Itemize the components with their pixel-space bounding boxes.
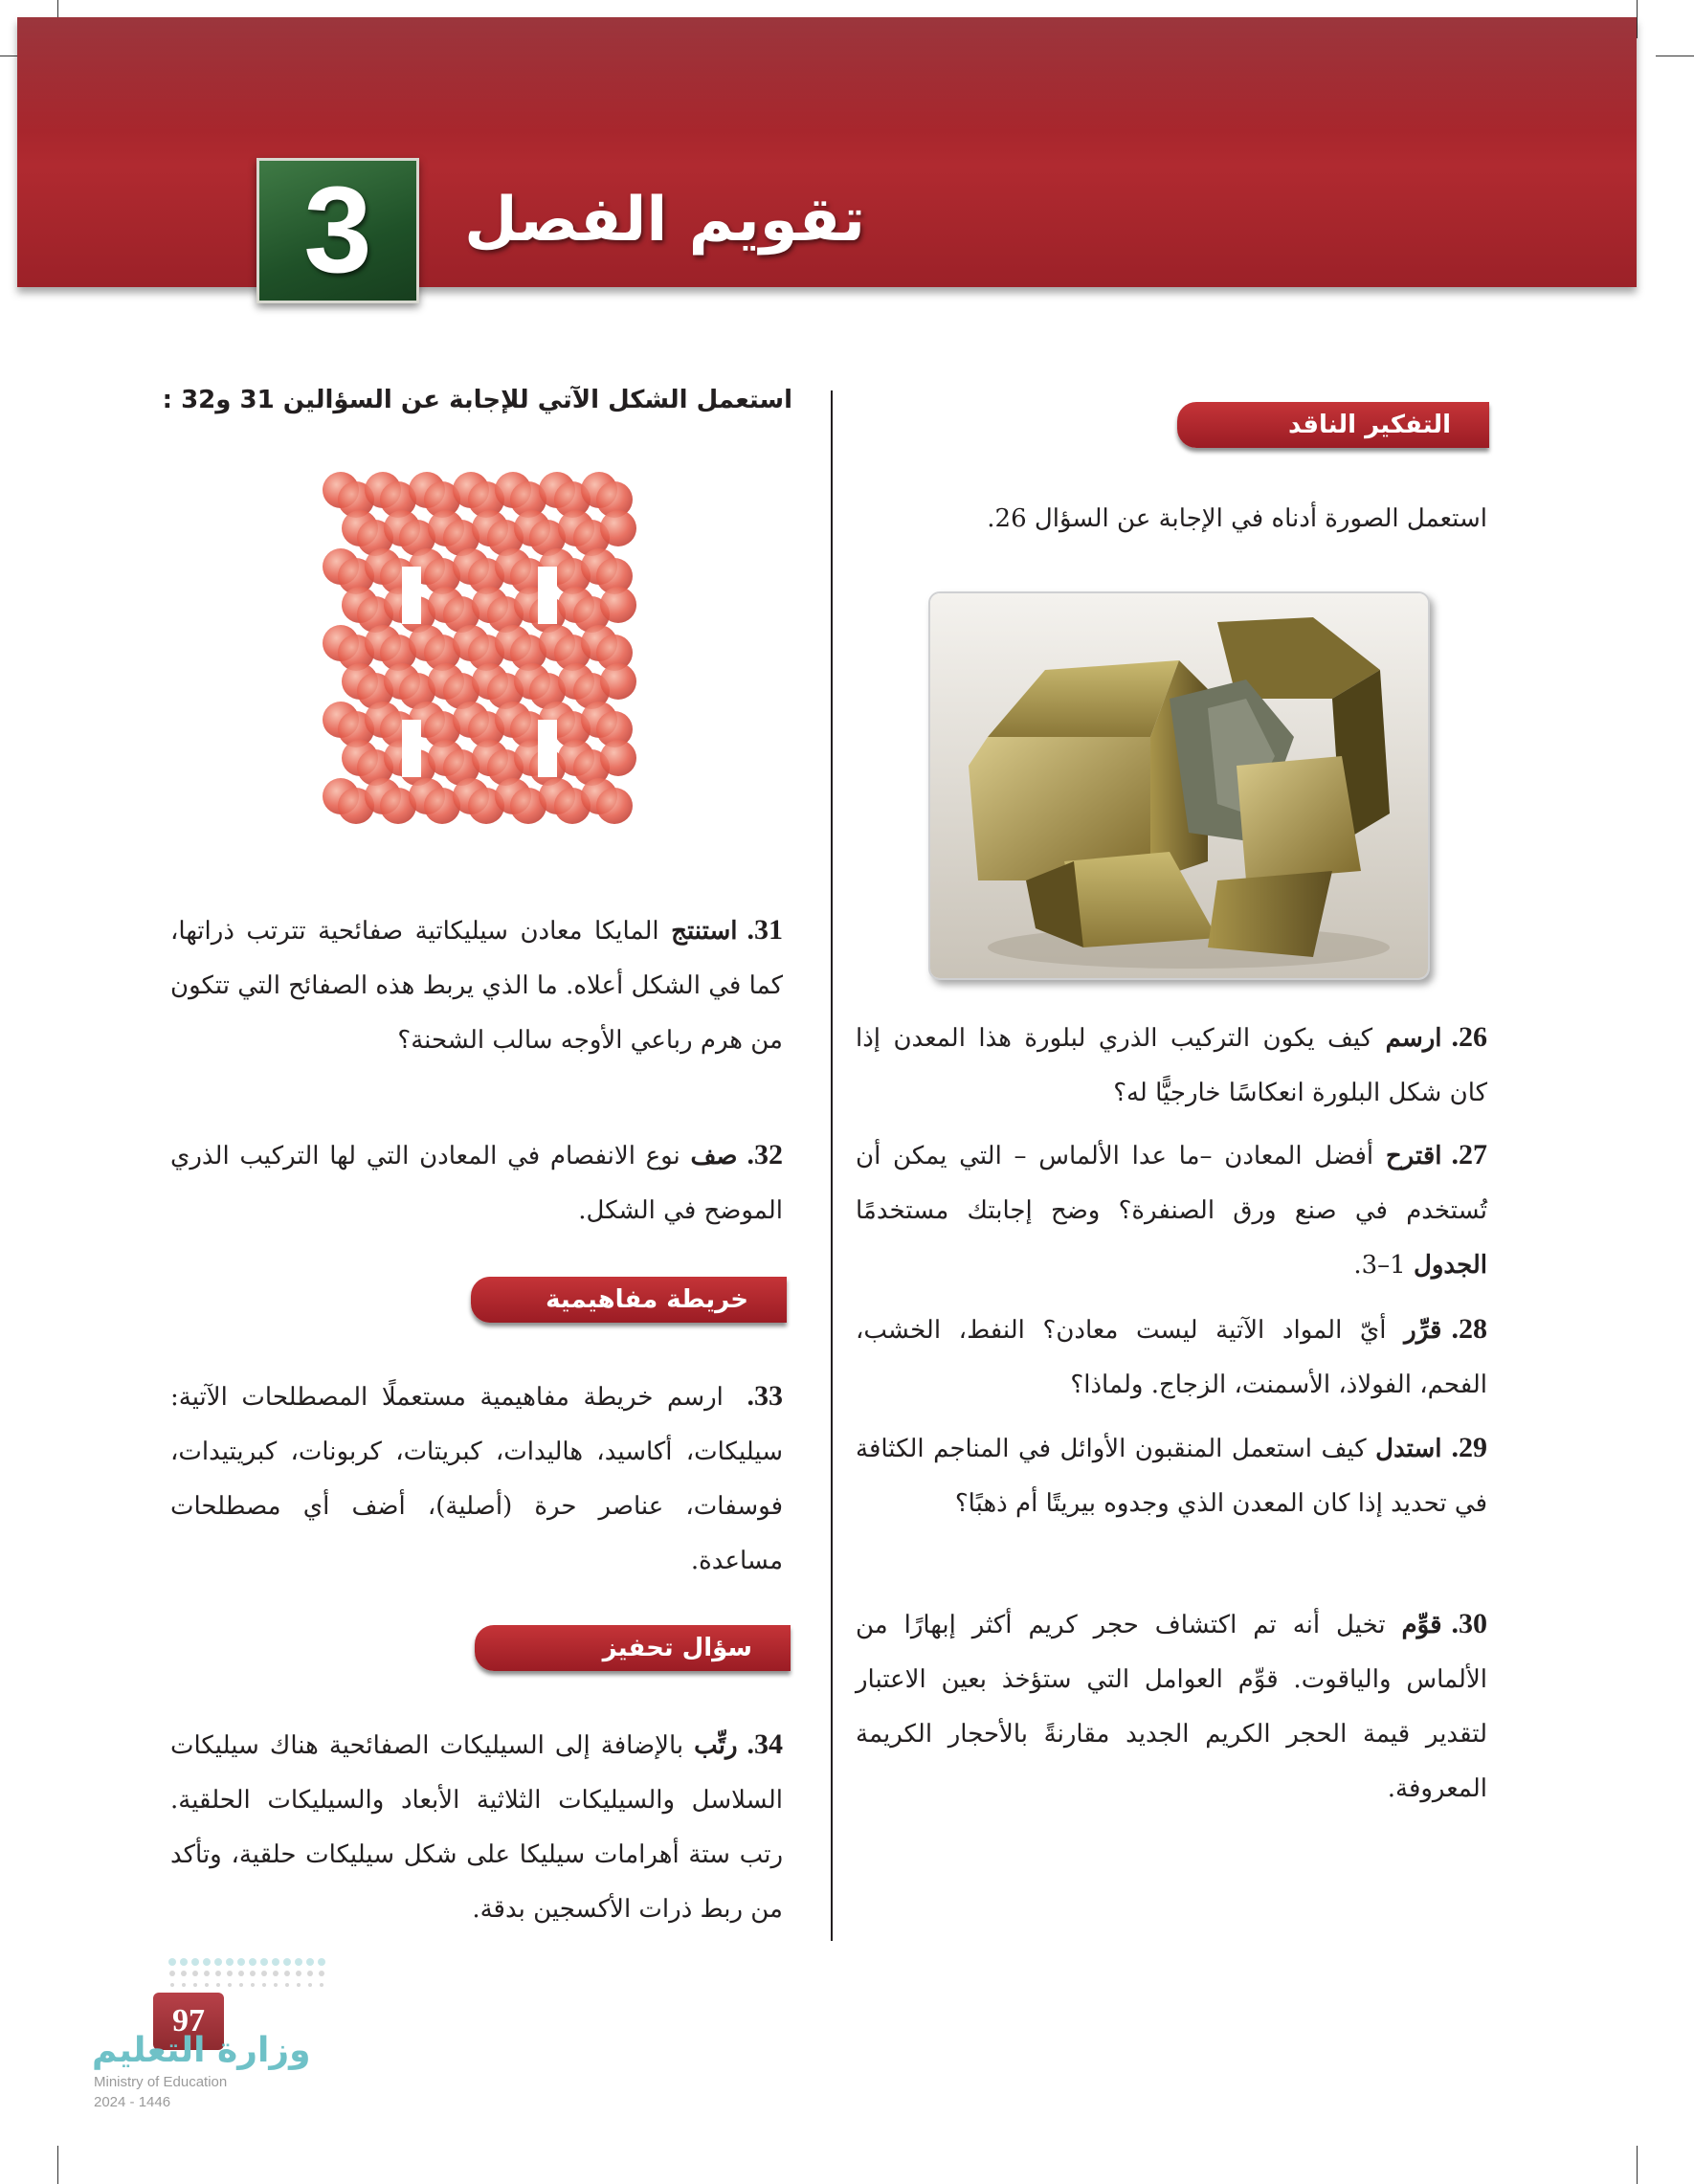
question-number: 32. [747, 1139, 783, 1170]
ministry-year: 2024 - 1446 [94, 2094, 171, 2110]
logo-dot [320, 1983, 323, 1987]
question-29 [856, 1420, 1487, 1531]
logo-dot [216, 1983, 220, 1987]
question-26 [856, 1010, 1487, 1121]
question-verb: قوِّم [1401, 1611, 1442, 1639]
question-number: 34. [747, 1728, 783, 1760]
section-title: التفكير الناقد [1287, 411, 1451, 439]
logo-dot [214, 1958, 222, 1966]
chapter-title: تقويم الفصل [464, 185, 865, 256]
crop-mark [1637, 2146, 1638, 2184]
page-number: 97 [153, 1993, 224, 2050]
question-31 [170, 903, 783, 1068]
question-text: بالإضافة إلى السيليكات الصفائحية هناك سيليكات السلاسل والسيليكات الثلاثية الأبعاد والسيليكات الحلقية. رتب ستة أهرامات سيليكا على شكل سيليكات حلقية، وتأكد من ربط ذرات الأكسجين بدقة. [170, 1731, 783, 1924]
logo-dot [308, 1983, 312, 1987]
mica-sheet-diagram [314, 461, 639, 835]
logo-dot [181, 1971, 187, 1976]
oxygen-atom [600, 663, 636, 700]
sheet-gap [538, 720, 557, 777]
figure-intro-left: استعمل الشكل الآتي للإجابة عن السؤالين 31 و32 : [162, 386, 792, 414]
ministry-name-english: Ministry of Education [94, 2074, 228, 2090]
question-number: 28. [1451, 1313, 1487, 1345]
logo-dot [273, 1971, 279, 1976]
oxygen-atom [600, 587, 636, 623]
logo-dot [306, 1958, 314, 1966]
logo-dot [226, 1958, 234, 1966]
ministry-name-arabic: وزارة التعليم [92, 2031, 311, 2070]
logo-dot [296, 1971, 301, 1976]
logo-dot [251, 1983, 255, 1987]
section-title: سؤال تحفيز [602, 1634, 752, 1662]
crop-mark [1637, 0, 1638, 38]
question-verb: ارسم [1385, 1024, 1442, 1053]
oxygen-atom [600, 510, 636, 546]
section-header-critical-thinking [1177, 402, 1489, 448]
question-number: 33. [747, 1380, 784, 1412]
question-text: أفضل المعادن –ما عدا الألماس – التي يمكن أن تُستخدم في صنع ورق الصنفرة؟ وضح إجابتك مستخدمًا [856, 1142, 1487, 1225]
column-divider [831, 390, 833, 1941]
logo-dot [170, 1983, 174, 1987]
logo-dot [272, 1958, 279, 1966]
chapter-number-badge [256, 158, 419, 303]
logo-dot [284, 1971, 290, 1976]
question-text: نوع الانفصام في المعادن التي لها التركيب الذري الموضح في الشكل. [170, 1142, 783, 1225]
chapter-number: 3 [303, 162, 372, 299]
logo-dot [168, 1958, 176, 1966]
oxygen-atom [596, 788, 633, 824]
logo-dot [262, 1983, 266, 1987]
logo-dot [169, 1971, 175, 1976]
question-32 [170, 1127, 783, 1238]
logo-dot [192, 1971, 198, 1976]
question-verb: صف [690, 1142, 738, 1170]
question-33 [170, 1369, 783, 1589]
logo-dot [318, 1958, 325, 1966]
sheet-gap [538, 567, 557, 624]
banner-shine [17, 17, 1637, 132]
question-verb: استدل [1375, 1435, 1442, 1463]
logo-dot [238, 1971, 244, 1976]
logo-dot [261, 1971, 267, 1976]
logo-dot [274, 1983, 278, 1987]
section-title: خريطة مفاهيمية [546, 1285, 748, 1314]
logo-dot [203, 1958, 211, 1966]
logo-dot [237, 1958, 245, 1966]
logo-dot [297, 1983, 301, 1987]
logo-dot [249, 1958, 256, 1966]
figure-intro-right: استعمل الصورة أدناه في الإجابة عن السؤال 26. [987, 504, 1487, 533]
section-header-concept-map [471, 1277, 787, 1323]
oxygen-atom [600, 740, 636, 776]
question-text: ارسم خريطة مفاهيمية مستعملًا المصطلحات الآتية: سيليكات، أكاسيد، هاليدات، كبريتات، كربونات، كبريتيدات، فوسفات، عناصر حرة (أصلية)، أضف أي مصطلحات مساعدة. [170, 1383, 783, 1575]
logo-dot [260, 1958, 268, 1966]
logo-dot [204, 1971, 210, 1976]
question-text: كيف استعمل المنقبون الأوائل في المناجم الكثافة في تحديد إذا كان المعدن الذي وجدوه بيريتًا أم ذهبًا؟ [856, 1435, 1487, 1518]
question-text: كيف يكون التركيب الذري لبلورة هذا المعدن إذا كان شكل البلورة انعكاسًا خارجيًّا له؟ [856, 1024, 1487, 1107]
logo-dot [191, 1958, 199, 1966]
logo-dot [319, 1971, 324, 1976]
question-verb: قرِّر [1404, 1316, 1442, 1345]
question-text: أيّ المواد الآتية ليست معادن؟ النفط، الخشب، الفحم، الفولاذ، الأسمنت، الزجاج. ولماذا؟ [856, 1316, 1487, 1399]
logo-dot [193, 1983, 197, 1987]
logo-dot [182, 1983, 186, 1987]
question-number: 30. [1451, 1608, 1488, 1639]
logo-dot [239, 1983, 243, 1987]
question-verb: استنتج [671, 917, 738, 946]
question-28 [856, 1302, 1487, 1413]
pyrite-crystal-image [930, 593, 1428, 978]
question-verb: اقترح [1385, 1142, 1442, 1170]
question-number: 26. [1451, 1021, 1488, 1053]
logo-dot [307, 1971, 313, 1976]
question-verb: رتِّب [694, 1731, 738, 1760]
pyrite-photo [928, 591, 1430, 980]
question-number: 27. [1451, 1139, 1488, 1170]
logo-dot [250, 1971, 256, 1976]
logo-dot [215, 1971, 221, 1976]
question-34 [170, 1717, 783, 1937]
sheet-gap [402, 567, 421, 624]
logo-dot [228, 1983, 232, 1987]
logo-dot [285, 1983, 289, 1987]
question-27 [856, 1127, 1487, 1293]
logo-dot [283, 1958, 291, 1966]
question-30 [856, 1596, 1487, 1816]
logo-dot [295, 1958, 302, 1966]
crop-mark [57, 2146, 58, 2184]
question-text: المايكا معادن سيليكاتية صفائحية تترتب ذراتها، كما في الشكل أعلاه. ما الذي يربط هذه الصفائح التي تتكون من هرم رباعي الأوجه سالب الشحنة؟ [170, 917, 783, 1055]
sheet-gap [402, 720, 421, 777]
logo-dot [205, 1983, 209, 1987]
table-reference: الجدول [1413, 1251, 1487, 1280]
question-number: 31. [747, 914, 783, 946]
table-number: 1–3. [1353, 1251, 1406, 1280]
section-header-challenge [475, 1625, 791, 1671]
logo-dot [180, 1958, 188, 1966]
question-number: 29. [1451, 1432, 1487, 1463]
logo-dot [227, 1971, 233, 1976]
question-text: تخيل أنه تم اكتشاف حجر كريم أكثر إبهارًا من الألماس والياقوت. قوِّم العوامل التي ستؤخذ بعين الاعتبار لتقدير قيمة الحجر الكريم الجديد مقارنةً بالأحجار الكريمة المعروفة. [856, 1611, 1487, 1803]
